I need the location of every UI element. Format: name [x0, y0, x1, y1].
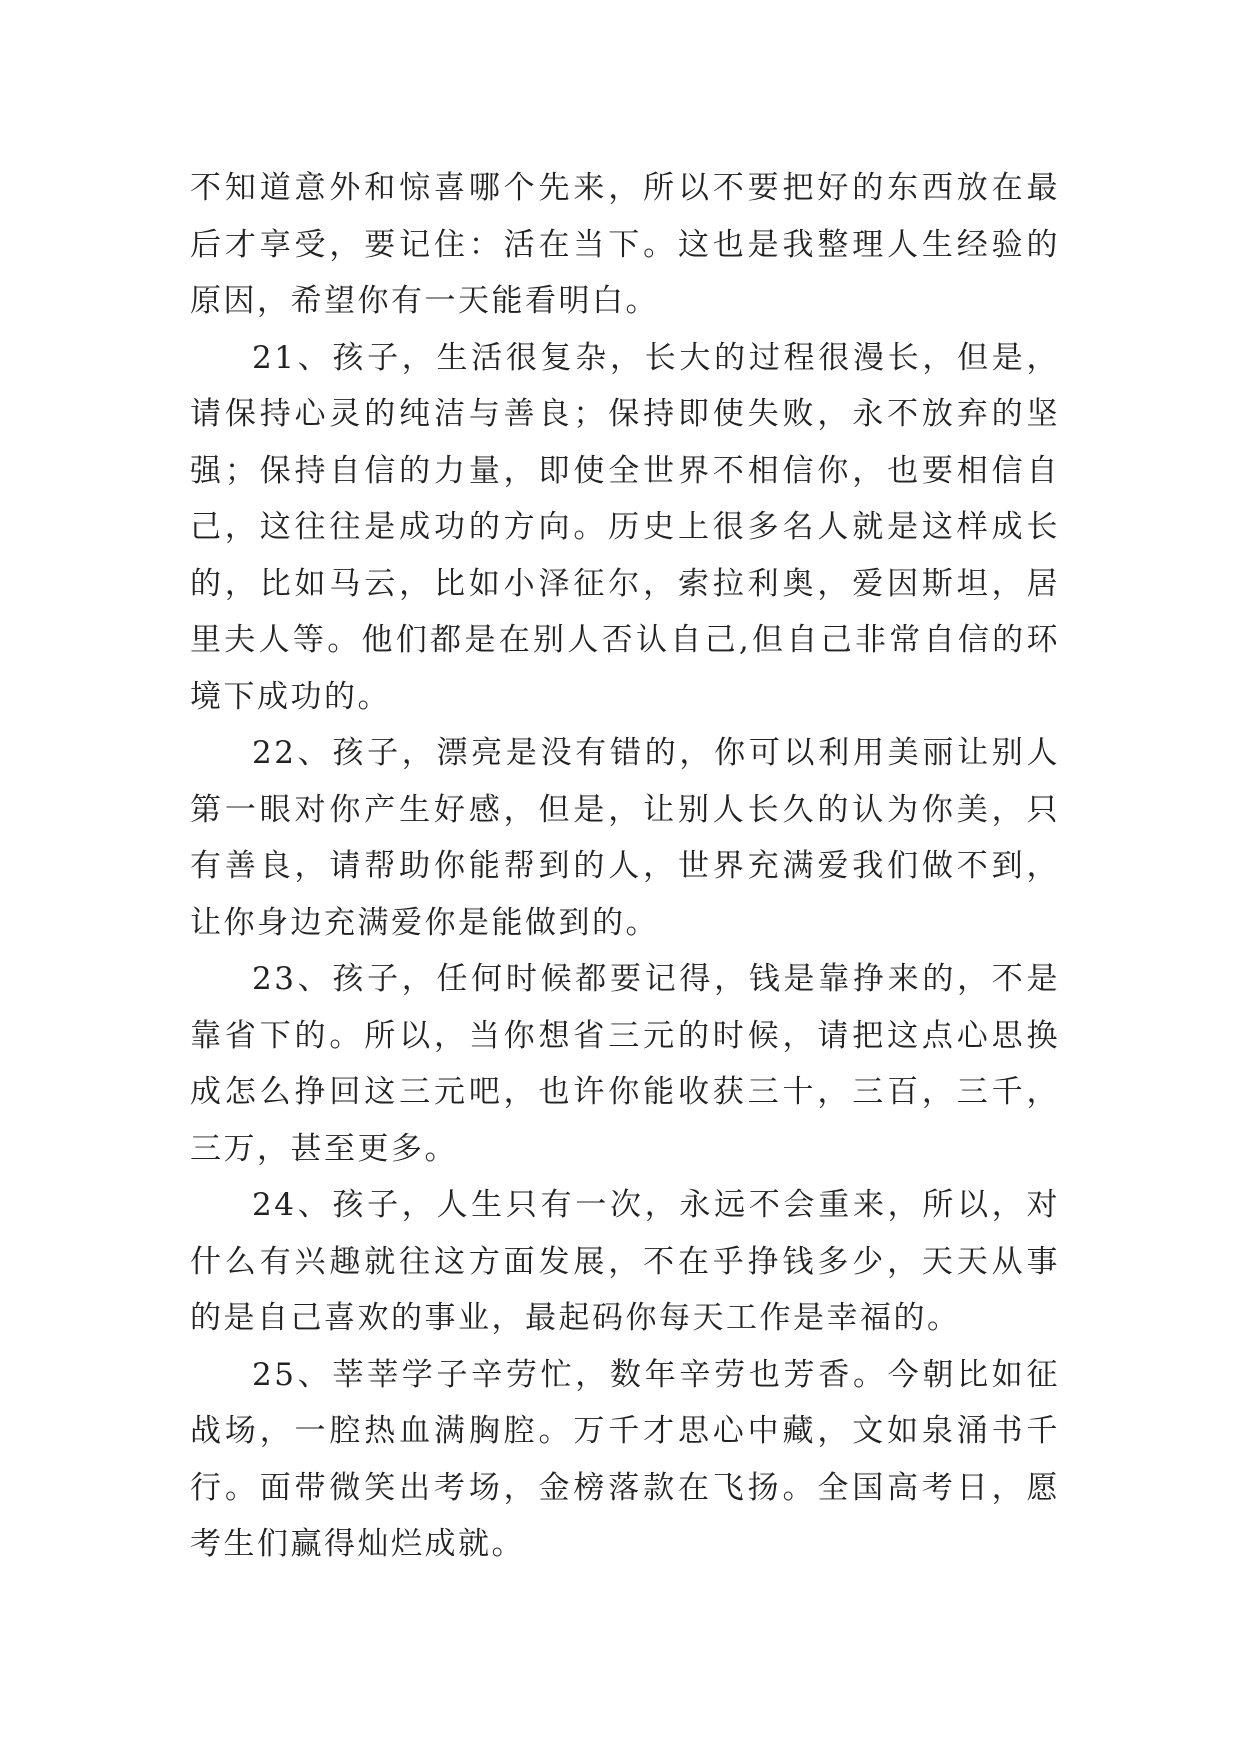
paragraph-item-22: 22、孩子，漂亮是没有错的，你可以利用美丽让别人第一眼对你产生好感，但是，让别人长久的认为你美，只有善良，请帮助你能帮到的人，世界充满爱我们做不到，让你身边充满爱你是能做到的。 — [190, 735, 1060, 941]
paragraph-item-24: 24、孩子，人生只有一次，永远不会重来，所以，对什么有兴趣就往这方面发展，不在乎挣钱多少，天天从事的是自己喜欢的事业，最起码你每天工作是幸福的。 — [190, 1187, 1060, 1336]
document-body — [190, 160, 1060, 1573]
paragraph-item-23: 23、孩子，任何时候都要记得，钱是靠挣来的，不是靠省下的。所以，当你想省三元的时候，请把这点心思换成怎么挣回这三元吧，也许你能收获三十，三百，三千，三万，甚至更多。 — [190, 961, 1060, 1167]
paragraph-item-21: 21、孩子，生活很复杂，长大的过程很漫长，但是，请保持心灵的纯洁与善良；保持即使失败，永不放弃的坚强；保持自信的力量，即使全世界不相信你，也要相信自己，这往往是成功的方向。历史上很多名人就是这样成长的，比如马云，比如小泽征尔，索拉利奥，爱因斯坦，居里夫人等。他们都是在别人否认自己,但自己非常自信的环境下成功的。 — [190, 339, 1060, 715]
paragraph-continuation: 不知道意外和惊喜哪个先来，所以不要把好的东西放在最后才享受，要记住：活在当下。这也是我整理人生经验的原因，希望你有一天能看明白。 — [190, 170, 1060, 319]
paragraph-item-25: 25、莘莘学子辛劳忙，数年辛劳也芳香。今朝比如征战场，一腔热血满胸腔。万千才思心中藏，文如泉涌书千行。面带微笑出考场，金榜落款在飞扬。全国高考日，愿考生们赢得灿烂成就。 — [190, 1356, 1060, 1562]
